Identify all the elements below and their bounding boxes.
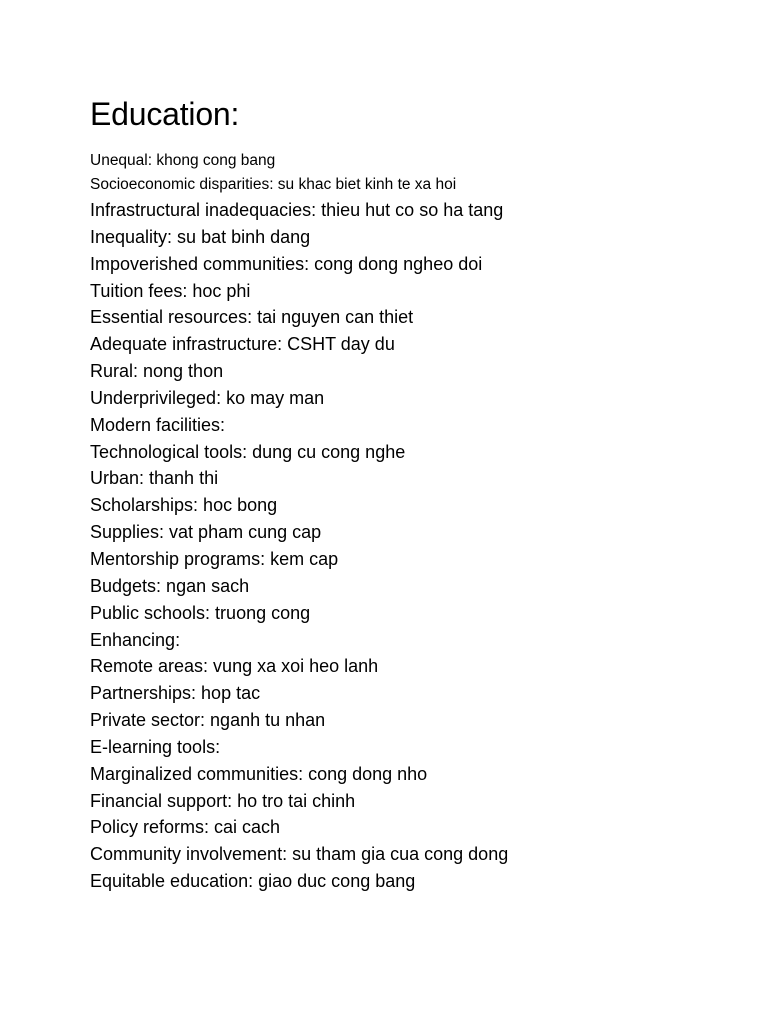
vocab-item: Tuition fees: hoc phi <box>90 280 251 301</box>
vocab-list <box>90 149 730 895</box>
vocab-item: Enhancing: <box>90 629 181 650</box>
vocab-item: Mentorship programs: kem cap <box>90 548 339 569</box>
vocab-item: Equitable education: giao duc cong bang <box>90 871 416 892</box>
document-title: Education: <box>90 96 240 132</box>
vocab-item: Budgets: ngan sach <box>90 575 250 596</box>
vocab-item: E-learning tools: <box>90 736 221 757</box>
vocab-item: Infrastructural inadequacies: thieu hut co so ha tang <box>90 200 504 220</box>
vocab-item: Scholarships: hoc bong <box>90 495 278 516</box>
vocab-item: Marginalized communities: cong dong nho <box>90 763 428 784</box>
vocab-item: Inequality: su bat binh dang <box>90 226 311 247</box>
vocab-item: Urban: thanh thi <box>90 468 219 489</box>
document-page <box>90 92 730 895</box>
vocab-item: Policy reforms: cai cach <box>90 817 281 838</box>
vocab-item: Remote areas: vung xa xoi heo lanh <box>90 656 379 677</box>
vocab-item: Socioeconomic disparities: su khac biet kinh te xa hoi <box>90 176 457 193</box>
vocab-item: Adequate infrastructure: CSHT day du <box>90 334 395 355</box>
vocab-item: Rural: nong thon <box>90 361 224 382</box>
vocab-item: Technological tools: dung cu cong nghe <box>90 441 406 462</box>
vocab-item: Impoverished communities: cong dong ngheo doi <box>90 253 483 274</box>
vocab-item: Unequal: khong cong bang <box>90 152 276 169</box>
vocab-item: Modern facilities: <box>90 414 226 435</box>
vocab-item: Essential resources: tai nguyen can thiet <box>90 307 414 328</box>
vocab-item: Supplies: vat pham cung cap <box>90 522 322 543</box>
vocab-item: Partnerships: hop tac <box>90 683 261 704</box>
vocab-item: Public schools: truong cong <box>90 602 311 623</box>
vocab-item: Community involvement: su tham gia cua cong dong <box>90 844 509 865</box>
vocab-item: Private sector: nganh tu nhan <box>90 710 326 731</box>
vocab-item: Financial support: ho tro tai chinh <box>90 790 356 811</box>
vocab-item: Underprivileged: ko may man <box>90 387 325 408</box>
